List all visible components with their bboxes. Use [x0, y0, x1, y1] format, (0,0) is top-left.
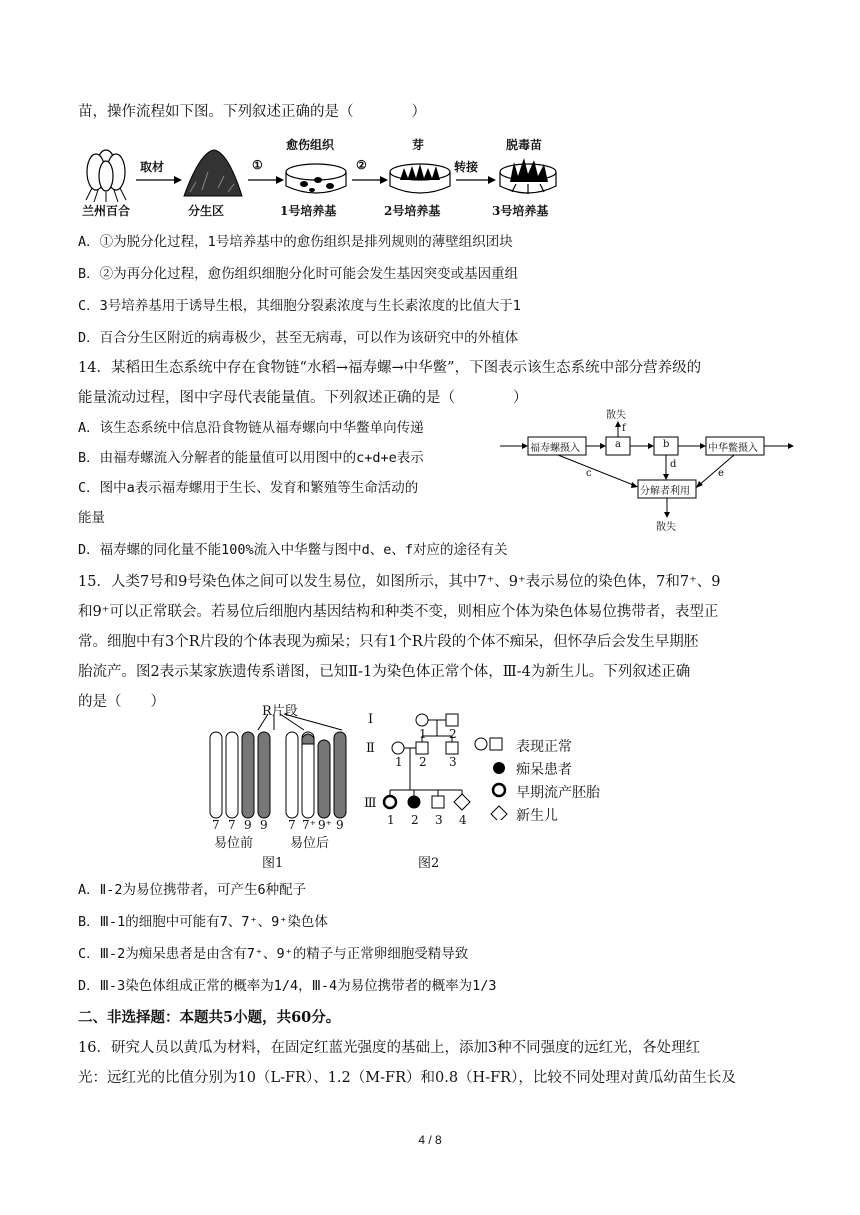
- arrow-label-1: 取材: [140, 160, 165, 174]
- g1-num-2: 2: [449, 727, 457, 741]
- top-label-virusfree: 脱毒苗: [506, 138, 543, 152]
- q16-line-2: 光：远红光的比值分别为10（L-FR）、1.2（M-FR）和0.8（H-FR），比较不同处理对黄瓜幼苗生长及: [78, 1070, 736, 1086]
- gen-1-label: Ⅰ: [368, 712, 374, 727]
- dish-2-icon: [390, 164, 450, 193]
- q15-fig1-chromosomes: [200, 708, 360, 828]
- q13-option-b: B．②为再分化过程，愈伤组织细胞分化时可能会发生基因突变或基因重组: [78, 266, 519, 282]
- label-a: a: [615, 439, 621, 450]
- q15-option-c: C．Ⅲ-2为痴呆患者是由含有7⁺、9⁺的精子与正常卵细胞受精导致: [78, 946, 469, 962]
- top-label-callus: 愈伤组织: [286, 138, 335, 152]
- g2-num-3: 3: [449, 755, 457, 769]
- label-e: e: [718, 468, 724, 479]
- q13-stem-tail: 苗，操作流程如下图。下列叙述正确的是（ ）: [78, 104, 426, 120]
- q15-line-3: 常。细胞中有3个R片段的个体表现为痴呆；只有1个R片段的个体不痴呆，但怀孕后会发生早期胚: [78, 634, 699, 650]
- legend-newborn: 新生儿: [516, 808, 558, 824]
- fig2-caption: 图2: [418, 856, 440, 871]
- g2-num-1: 1: [395, 755, 403, 769]
- num-before-3: 9: [244, 818, 252, 832]
- page-number: 4 / 8: [418, 1133, 442, 1147]
- r-segment-label: R片段: [262, 704, 298, 719]
- label-decomposer: 分解者利用: [640, 486, 690, 497]
- dish-3-icon: [500, 158, 556, 194]
- pedigree-legend: [472, 736, 512, 820]
- num-after-1: 7: [288, 818, 296, 832]
- meristem-icon: [184, 150, 242, 196]
- q15-line-5: 的是（ ）: [78, 694, 165, 710]
- label-after: 易位后: [290, 836, 330, 851]
- q13-option-c: C．3号培养基用于诱导生根，其细胞分裂素浓度与生长素浓度的比值大于1: [78, 298, 521, 314]
- step-label-dish1: 1号培养基: [280, 204, 337, 218]
- g3-num-4: 4: [459, 813, 467, 827]
- q15-option-a: A．Ⅱ-2为易位携带者，可产生6种配子: [78, 882, 307, 898]
- q15-line-2: 和9⁺可以正常联会。若易位后细胞内基因结构和种类不变，则相应个体为染色体易位携带者，表型正: [78, 604, 719, 620]
- num-before-2: 7: [228, 818, 236, 832]
- label-d: d: [670, 459, 677, 470]
- q14-energy-flow-diagram: [498, 420, 798, 530]
- q13-option-a: A．①为脱分化过程，1号培养基中的愈伤组织是排列规则的薄壁组织团块: [78, 234, 513, 250]
- arrow-label-4: 转接: [454, 160, 479, 174]
- legend-miscarriage: 早期流产胚胎: [516, 785, 600, 801]
- section-heading: 二、非选择题：本题共5小题，共60分。: [78, 1009, 341, 1026]
- label-c: c: [586, 468, 592, 479]
- gen-2-label: Ⅱ: [366, 741, 375, 756]
- q14-stem-2: 能量流动过程，图中字母代表能量值。下列叙述正确的是（ ）: [78, 390, 528, 406]
- g3-num-2: 2: [411, 813, 419, 827]
- label-b: b: [663, 439, 670, 450]
- dish-1-icon: [286, 164, 346, 193]
- q14-stem-1: 14．某稻田生态系统中存在食物链“水稻→福寿螺→中华鳖”，下图表示该生态系统中部分营养级的: [78, 360, 702, 376]
- q14-option-a: A．该生态系统中信息沿食物链从福寿螺向中华鳖单向传递: [78, 420, 424, 436]
- step-label-dish2: 2号培养基: [384, 204, 441, 218]
- step-label-lily: 兰州百合: [82, 204, 131, 218]
- g3-num-1: 1: [387, 813, 395, 827]
- arrow-label-3: ②: [356, 158, 367, 172]
- num-after-3: 9⁺: [318, 818, 332, 832]
- q15-option-d: D．Ⅲ-3染色体组成正常的概率为1/4，Ⅲ-4为易位携带者的概率为1/3: [78, 978, 497, 994]
- label-lost-top: 散失: [606, 410, 626, 421]
- num-before-4: 9: [260, 818, 268, 832]
- q14-option-b: B．由福寿螺流入分解者的能量值可以用图中的c+d+e表示: [78, 450, 424, 466]
- label-f: f: [622, 423, 626, 434]
- num-before-1: 7: [212, 818, 220, 832]
- num-after-4: 9: [336, 818, 344, 832]
- g2-num-2: 2: [419, 755, 427, 769]
- g1-num-1: 1: [419, 727, 427, 741]
- q15-line-4: 胎流产。图2表示某家族遗传系谱图，已知Ⅱ-1为染色体正常个体，Ⅲ-4为新生儿。下列叙述正确: [78, 664, 691, 680]
- label-lost-bottom: 散失: [656, 522, 676, 533]
- g3-num-3: 3: [435, 813, 443, 827]
- label-snail-intake: 福寿螺摄入: [530, 443, 580, 454]
- legend-dementia: 痴呆患者: [516, 762, 572, 778]
- q16-line-1: 16．研究人员以黄瓜为材料，在固定红蓝光强度的基础上，添加3种不同强度的远红光，各处理红: [78, 1040, 701, 1056]
- q14-option-c2: 能量: [78, 510, 105, 526]
- q15-line-1: 15．人类7号和9号染色体之间可以发生易位，如图所示，其中7⁺、9⁺表示易位的染色体，7和7⁺、9: [78, 574, 721, 590]
- gen-3-label: Ⅲ: [364, 796, 377, 811]
- legend-normal: 表现正常: [516, 739, 572, 755]
- top-label-bud: 芽: [412, 138, 425, 152]
- step-label-dish3: 3号培养基: [492, 204, 549, 218]
- q15-option-b: B．Ⅲ-1的细胞中可能有7、7⁺、9⁺染色体: [78, 914, 328, 930]
- arrow-label-2: ①: [252, 158, 263, 172]
- label-before: 易位前: [214, 836, 254, 851]
- fig1-caption: 图1: [262, 856, 284, 871]
- step-label-meristem: 分生区: [188, 204, 225, 218]
- q13-option-d: D．百合分生区附近的病毒极少，甚至无病毒，可以作为该研究中的外植体: [78, 330, 519, 346]
- num-after-2: 7⁺: [302, 818, 316, 832]
- lily-bulb-icon: [86, 150, 126, 202]
- q14-option-d: D．福寿螺的同化量不能100%流入中华鳖与图中d、e、f对应的途径有关: [78, 542, 508, 558]
- label-turtle-intake: 中华鳖摄入: [708, 443, 758, 454]
- q14-option-c1: C．图中a表示福寿螺用于生长、发育和繁殖等生命活动的: [78, 480, 419, 496]
